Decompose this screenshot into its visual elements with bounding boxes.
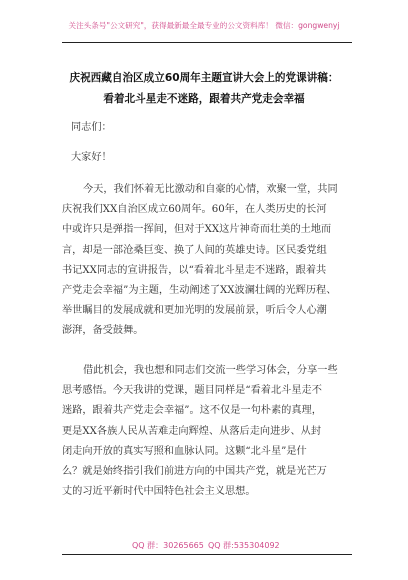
paragraph-1 xyxy=(62,180,358,342)
paragraph-line: 丈的习近平新时代中国特色社会主义思想。 xyxy=(62,486,256,498)
greeting: 大家好！ xyxy=(71,152,112,163)
paragraph-line: 借此机会，我也想和同志们交流一些学习体会，分享一些 xyxy=(83,365,338,376)
paragraph-line: 更是XX各族人民从苦难走向辉煌、从落后走向进步、从封 xyxy=(62,425,322,437)
paragraph-line: 么？就是始终指引我们前进方向的中国共产党，就是光芒万 xyxy=(62,466,327,478)
paragraph-line: 闭走向开放的真实写照和血脉认同。这颗“北斗星”是什 xyxy=(62,445,307,457)
header-banner: 关注头条号"公文研究"，获得最新最全最专业的公文资料库！ 微信：gongwenyj xyxy=(68,21,340,30)
paragraph-line: 今天，我们怀着无比激动和自豪的心情，欢聚一堂，共同 xyxy=(83,184,338,195)
paragraph-line: 言，却是一部沧桑巨变、换了人间的英雄史诗。区民委党组 xyxy=(62,244,327,256)
paragraph-2 xyxy=(62,361,358,502)
salutation: 同志们： xyxy=(71,122,112,133)
paragraph-line: 中或许只是弹指一挥间，但对于XX这片神奇而壮美的土地而 xyxy=(62,224,332,236)
paragraph-line: 迷路，跟着共产党走会幸福”。这不仅是一句朴素的真理， xyxy=(62,405,322,417)
header-divider xyxy=(62,42,352,43)
paragraph-line: 举世瞩目的发展成就和更加光明的发展前景，听后令人心潮 xyxy=(62,305,327,317)
paragraph-line: 澎湃，备受鼓舞。 xyxy=(62,325,144,337)
paragraph-line: 产党走会幸福”为主题，生动阐述了XX波澜壮阔的光辉历程、 xyxy=(62,285,337,297)
footer-qq-group-2: QQ 群:535304092 xyxy=(208,541,280,550)
paragraph-line: 庆祝我们XX自治区成立60周年。60年，在人类历史的长河 xyxy=(62,204,327,216)
footer-divider xyxy=(62,554,352,555)
footer-qq-group-1: QQ 群：30265665 xyxy=(132,541,204,550)
document-title-line-1: 庆祝西藏自治区成立60周年主题宣讲大会上的党课讲稿： xyxy=(69,72,339,84)
paragraph-line: 书记XX同志的宣讲报告，以“看着北斗星走不迷路，跟着共 xyxy=(62,264,327,276)
paragraph-line: 思考感悟。今天我讲的党课，题目同样是“看着北斗星走不 xyxy=(62,385,322,397)
document-title-line-2: 看着北斗星走不迷路，跟着共产党走会幸福 xyxy=(103,93,305,105)
